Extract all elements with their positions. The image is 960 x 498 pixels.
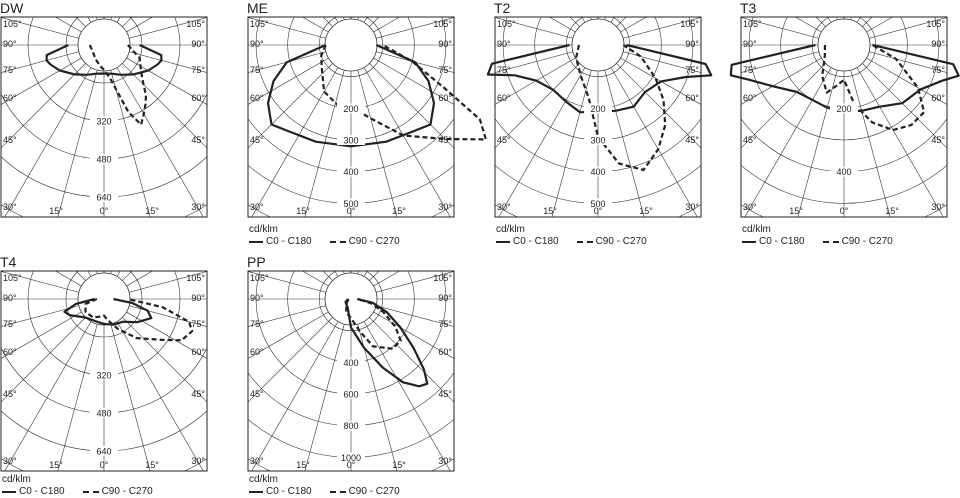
grid-circle — [0, 0, 256, 197]
radial-tick-label: 1000 — [340, 452, 362, 463]
angle-label-bottom: 15° — [296, 206, 310, 216]
angle-label-bottom: 0° — [593, 206, 603, 216]
angle-label-left: 45° — [497, 135, 511, 145]
polar-plot — [247, 270, 467, 476]
angle-label-left: 45° — [3, 135, 17, 145]
angle-label-left: 75° — [3, 65, 17, 75]
angle-label-bottom: 15° — [789, 206, 803, 216]
angle-label-right: 105° — [186, 19, 205, 29]
grid-spoke — [348, 299, 506, 498]
polar-plot — [0, 270, 220, 476]
legend-solid: C0 - C180 — [19, 486, 65, 497]
angle-label-left: 75° — [250, 65, 264, 75]
radial-tick-label: 200 — [590, 103, 606, 114]
angle-label-bottom: 15° — [392, 460, 406, 470]
angle-label-right: 60° — [191, 347, 205, 357]
dashed-line-icon — [83, 491, 99, 493]
angle-label-bottom: 0° — [99, 460, 109, 470]
solid-line-icon — [249, 491, 263, 493]
angle-label-right: 105° — [433, 273, 452, 283]
angle-label-right: 45° — [931, 135, 945, 145]
radial-tick-label: 300 — [590, 135, 606, 146]
chart-title: ME — [247, 0, 268, 16]
angle-label-bottom: 0° — [346, 460, 356, 470]
angle-label-left: 105° — [250, 273, 269, 283]
radial-tick-label: 320 — [96, 370, 112, 381]
angle-label-left: 105° — [3, 273, 22, 283]
angle-label-right: 45° — [191, 135, 205, 145]
unit-label: cd/klm — [2, 474, 31, 485]
legend-solid: C0 - C180 — [513, 236, 559, 247]
solid-line-icon — [2, 491, 16, 493]
grid-spoke — [841, 45, 960, 345]
solid-line-icon — [742, 241, 756, 243]
unit-label: cd/klm — [249, 474, 278, 485]
legend — [249, 236, 400, 247]
angle-label-left: 90° — [497, 39, 511, 49]
legend — [2, 486, 153, 497]
angle-label-left: 60° — [250, 347, 264, 357]
angle-label-right: 105° — [926, 19, 945, 29]
angle-label-left: 90° — [743, 39, 757, 49]
angle-label-left: 75° — [497, 65, 511, 75]
angle-label-left: 60° — [3, 93, 17, 103]
angle-label-left: 30° — [250, 202, 264, 212]
angle-label-bottom: 15° — [639, 206, 653, 216]
angle-label-right: 90° — [438, 293, 452, 303]
dashed-line-icon — [577, 241, 593, 243]
angle-label-left: 60° — [250, 93, 264, 103]
radial-tick-label: 200 — [836, 103, 852, 114]
chart-title: PP — [247, 254, 266, 270]
angle-label-bottom: 0° — [99, 206, 109, 216]
angle-label-right: 75° — [685, 65, 699, 75]
polar-chart-dw — [0, 0, 220, 240]
legend-solid: C0 - C180 — [266, 236, 312, 247]
unit-label: cd/klm — [249, 224, 278, 235]
polar-plot — [740, 16, 960, 222]
legend — [496, 236, 647, 247]
polar-chart-me — [247, 0, 467, 247]
radial-tick-label: 640 — [96, 446, 112, 457]
angle-label-right: 30° — [438, 456, 452, 466]
luminaire-circle — [325, 19, 377, 71]
angle-label-bottom: 15° — [392, 206, 406, 216]
dashed-line-icon — [823, 241, 839, 243]
angle-label-right: 75° — [191, 65, 205, 75]
angle-label-bottom: 0° — [839, 206, 849, 216]
radial-tick-label: 400 — [343, 167, 359, 178]
angle-label-right: 60° — [191, 93, 205, 103]
legend-dashed: C90 - C270 — [595, 236, 647, 247]
angle-label-left: 75° — [250, 319, 264, 329]
angle-label-left: 75° — [743, 65, 757, 75]
legend-dashed: C90 - C270 — [348, 236, 400, 247]
grid-spoke — [348, 299, 775, 498]
dashed-line-icon — [330, 241, 346, 243]
radial-tick-label: 500 — [343, 198, 359, 209]
angle-label-right: 90° — [685, 39, 699, 49]
angle-label-left: 90° — [250, 39, 264, 49]
unit-label: cd/klm — [742, 224, 771, 235]
radial-tick-label: 480 — [96, 154, 112, 165]
angle-label-left: 60° — [497, 93, 511, 103]
luminaire-circle — [818, 19, 870, 71]
chart-title: T2 — [494, 0, 511, 16]
angle-label-right: 105° — [680, 19, 699, 29]
legend-dashed: C90 - C270 — [348, 486, 400, 497]
angle-label-left: 90° — [3, 39, 17, 49]
angle-label-right: 90° — [191, 293, 205, 303]
legend-solid: C0 - C180 — [266, 486, 312, 497]
polar-plot — [247, 16, 467, 222]
angle-label-left: 60° — [743, 93, 757, 103]
angle-label-left: 45° — [3, 389, 17, 399]
angle-label-left: 30° — [3, 202, 17, 212]
angle-label-right: 105° — [433, 19, 452, 29]
radial-tick-label: 480 — [96, 408, 112, 419]
angle-label-right: 60° — [685, 93, 699, 103]
unit-label: cd/klm — [496, 224, 525, 235]
angle-label-right: 30° — [931, 202, 945, 212]
angle-label-right: 105° — [186, 273, 205, 283]
angle-label-bottom: 15° — [296, 460, 310, 470]
polar-plot — [494, 16, 714, 222]
angle-label-left: 30° — [497, 202, 511, 212]
angle-label-left: 45° — [250, 135, 264, 145]
angle-label-bottom: 15° — [49, 460, 63, 470]
grid-spoke — [841, 45, 960, 469]
angle-label-right: 45° — [438, 389, 452, 399]
angle-label-right: 30° — [685, 202, 699, 212]
angle-label-left: 30° — [250, 456, 264, 466]
radial-tick-label: 200 — [343, 103, 359, 114]
angle-label-left: 105° — [3, 19, 22, 29]
polar-chart-pp — [247, 254, 467, 497]
radial-tick-label: 640 — [96, 192, 112, 203]
angle-label-bottom: 15° — [885, 206, 899, 216]
angle-label-left: 105° — [743, 19, 762, 29]
angle-label-right: 60° — [931, 93, 945, 103]
angle-label-left: 30° — [743, 202, 757, 212]
angle-label-right: 60° — [438, 93, 452, 103]
angle-label-bottom: 15° — [49, 206, 63, 216]
angle-label-left: 30° — [3, 456, 17, 466]
angle-label-left: 75° — [3, 319, 17, 329]
angle-label-bottom: 15° — [145, 460, 159, 470]
polar-chart-t2 — [494, 0, 714, 247]
radial-tick-label: 800 — [343, 421, 359, 432]
angle-label-left: 45° — [743, 135, 757, 145]
grid-spoke — [595, 45, 753, 498]
legend-solid: C0 - C180 — [759, 236, 805, 247]
angle-label-bottom: 0° — [346, 206, 356, 216]
legend — [742, 236, 893, 247]
angle-label-right: 45° — [438, 135, 452, 145]
solid-line-icon — [496, 241, 510, 243]
polar-chart-t3 — [740, 0, 960, 247]
chart-title: T3 — [740, 0, 757, 16]
angle-label-left: 105° — [497, 19, 516, 29]
chart-title: DW — [0, 0, 24, 16]
luminaire-circle — [78, 19, 130, 71]
polar-plot — [0, 16, 220, 222]
angle-label-right: 90° — [191, 39, 205, 49]
angle-label-bottom: 15° — [543, 206, 557, 216]
angle-label-right: 60° — [438, 347, 452, 357]
polar-chart-t4 — [0, 254, 220, 497]
radial-tick-label: 320 — [96, 116, 112, 127]
legend-dashed: C90 - C270 — [101, 486, 153, 497]
radial-tick-label: 400 — [343, 357, 359, 368]
angle-label-left: 90° — [3, 293, 17, 303]
radial-tick-label: 400 — [590, 167, 606, 178]
angle-label-left: 90° — [250, 293, 264, 303]
angle-label-right: 45° — [191, 389, 205, 399]
angle-label-right: 90° — [438, 39, 452, 49]
angle-label-left: 45° — [250, 389, 264, 399]
radial-tick-label: 500 — [590, 198, 606, 209]
angle-label-right: 30° — [191, 456, 205, 466]
solid-line-icon — [249, 241, 263, 243]
angle-label-right: 30° — [438, 202, 452, 212]
luminaire-circle — [572, 19, 624, 71]
angle-label-right: 45° — [685, 135, 699, 145]
angle-label-right: 90° — [931, 39, 945, 49]
angle-label-left: 105° — [250, 19, 269, 29]
angle-label-right: 75° — [438, 65, 452, 75]
chart-title: T4 — [0, 254, 17, 270]
angle-label-right: 75° — [191, 319, 205, 329]
angle-label-right: 30° — [191, 202, 205, 212]
angle-label-bottom: 15° — [145, 206, 159, 216]
radial-tick-label: 300 — [343, 135, 359, 146]
angle-label-right: 75° — [438, 319, 452, 329]
angle-label-left: 60° — [3, 347, 17, 357]
radial-tick-label: 400 — [836, 167, 852, 178]
legend — [249, 486, 400, 497]
legend-dashed: C90 - C270 — [841, 236, 893, 247]
dashed-line-icon — [330, 491, 346, 493]
radial-tick-label: 600 — [343, 389, 359, 400]
angle-label-right: 75° — [931, 65, 945, 75]
